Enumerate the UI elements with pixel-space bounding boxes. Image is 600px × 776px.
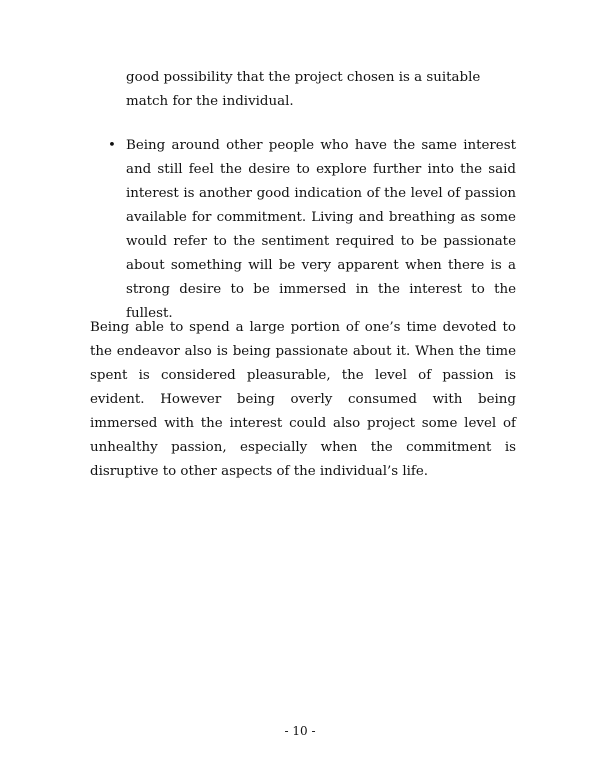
- page-number: - 10 -: [284, 724, 316, 738]
- bullet-icon: •: [108, 138, 116, 153]
- continuation-text: good possibility that the project chosen is a suitable match for the individual.: [126, 70, 481, 109]
- body-paragraph: Being able to spend a large portion of one’s time devoted to the endeavor also is being passionate about it. When the time spent is considered pleasurable, the level of passion is evident. However being overly consumed with being immersed with the interest could also project some level of unhealthy passion, especially when the commitment is disruptive to other aspects of the individual’s life.: [90, 320, 516, 479]
- bullet-text: Being around other people who have the same interest and still feel the desire to explore further into the said interest is another good indication of the level of passion available for commitment. Living and breathing as some would refer to the sentiment required to be passionate about something will be very apparent when there is a strong desire to be immersed in the interest to the fullest.: [126, 138, 516, 321]
